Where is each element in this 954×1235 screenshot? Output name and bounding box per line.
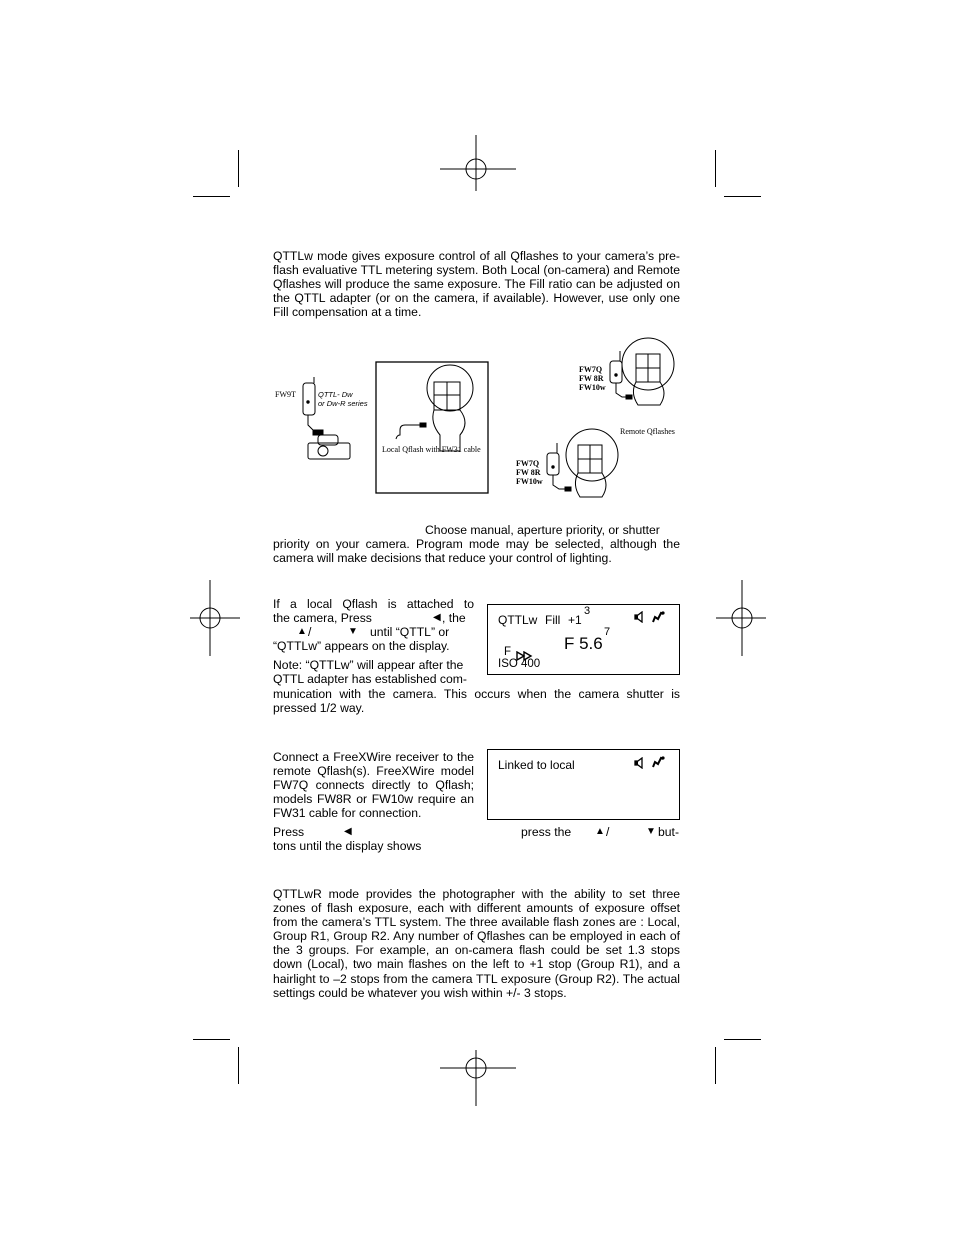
- local-line-3: ▲ / ▼ until “QTTL” or: [297, 625, 450, 640]
- right-bottom-label-3: FW10w: [516, 477, 543, 486]
- down-arrow-icon: ▼: [646, 826, 656, 837]
- lcd-aperture: F 5.6: [564, 634, 603, 653]
- local-line-2: the camera, Press ◀ , the: [273, 611, 466, 626]
- right-top-label-1: FW7Q: [579, 365, 603, 374]
- right-bottom-label-1: FW7Q: [516, 459, 540, 468]
- left-arrow-icon: ◀: [433, 612, 441, 624]
- local-qflash-caption: Local Qflash with FW31 cable: [382, 445, 481, 454]
- camera-mode-rest: priority on your camera. Program mode may be selected, although the camera will make decisions that reduce your control of lighting.: [273, 537, 680, 566]
- registration-target-right: [716, 580, 766, 656]
- lcd-fill-value: +1: [568, 613, 582, 627]
- local-line-1: If a local Qflash is attached to: [273, 597, 474, 611]
- note-line-4: pressed 1/2 way.: [273, 700, 365, 715]
- qttlw-diagram: [270, 335, 690, 500]
- registration-target-top: [440, 135, 516, 211]
- link-icon: [651, 755, 665, 774]
- note-line-1: Note: “QTTLw” will appear after the: [273, 658, 464, 673]
- lcd-linked-text: Linked to local: [498, 758, 575, 772]
- camera-mode-line1: Choose manual, aperture priority, or shutter: [425, 523, 660, 537]
- press-line: Press ◀ press the ▲ / ▼ but-: [273, 825, 680, 839]
- right-bottom-label-2: FW 8R: [516, 468, 541, 477]
- remote-line-1: Connect a FreeXWire receiver to the: [273, 750, 474, 764]
- up-arrow-icon: ▲: [595, 826, 605, 837]
- remote-line-3: FW7Q connects directly to Qflash;: [273, 778, 474, 793]
- lcd-fill-label: Fill: [545, 613, 561, 627]
- left-arrow-icon: ◀: [344, 826, 352, 837]
- remote-line-4: models FW8R or FW10w require an: [273, 792, 474, 807]
- remote-line-2: remote Qflash(s). FreeXWire model: [273, 764, 474, 779]
- fw9t-label: FW9T: [275, 390, 296, 399]
- intro-paragraph: QTTLw mode gives exposure control of all Qflashes to your camera’s pre-flash evaluative TTL metering system. Both Local (on-camera) and Remote Qflashes will produce the same exposure. The Fill ratio can be adjusted on the QTTL adapter (or on the camera, if available). However, use only one Fill compensation at a time.: [273, 249, 680, 320]
- note-line-2: QTTL adapter has established com-: [273, 672, 467, 687]
- right-top-label-3: FW10w: [579, 383, 606, 392]
- speaker-icon: [634, 756, 645, 774]
- qttlwr-paragraph: QTTLwR mode provides the photographer with the ability to set three zones of flash exposure, each with different amounts of exposure offset from the camera’s TTL system. The three available flash zones are : Local, Group R1, Group R2. Any number of Qflashes can be employed in each of the 3 groups. For example, an on-camera flash could be set 1.3 stops down (Local), two main flashes on the left to +1 stop (Group R1), and a hairlight to –2 stops from the camera TTL exposure (Group R2). The actual settings could be whatever you wish within +/- 3 stops.: [273, 887, 680, 1000]
- speaker-icon: [634, 611, 645, 626]
- remote-qflashes-caption: Remote Qflashes: [620, 427, 675, 436]
- note-line-3: munication with the camera. This occurs when the camera shutter is: [273, 686, 680, 701]
- remote-line-5: FW31 cable for connection.: [273, 806, 422, 821]
- adapter-label-1: QTTL- Dw: [318, 390, 353, 399]
- lcd-display-qttlw: [487, 604, 680, 675]
- local-line-4: “QTTLw” appears on the display.: [273, 639, 450, 654]
- diagram-drawing: [270, 335, 690, 500]
- right-top-label-2: FW 8R: [579, 374, 604, 383]
- up-arrow-icon: ▲: [297, 626, 307, 638]
- lcd-iso: ISO 400: [498, 658, 541, 670]
- link-icon: [651, 610, 665, 629]
- adapter-label-2: or Dw-R series: [318, 399, 368, 408]
- lcd-f-label: F: [504, 646, 512, 658]
- registration-target-left: [190, 580, 240, 656]
- lcd-aperture-superscript: 7: [604, 626, 611, 638]
- lcd-fill-superscript: 3: [584, 605, 591, 617]
- lcd-mode: QTTLw: [498, 613, 538, 627]
- remote-section: [273, 750, 474, 820]
- lcd-display-linked: [487, 749, 680, 820]
- tons-line: tons until the display shows: [273, 839, 422, 853]
- down-arrow-icon: ▼: [348, 626, 358, 638]
- registration-target-bottom: [440, 1040, 516, 1116]
